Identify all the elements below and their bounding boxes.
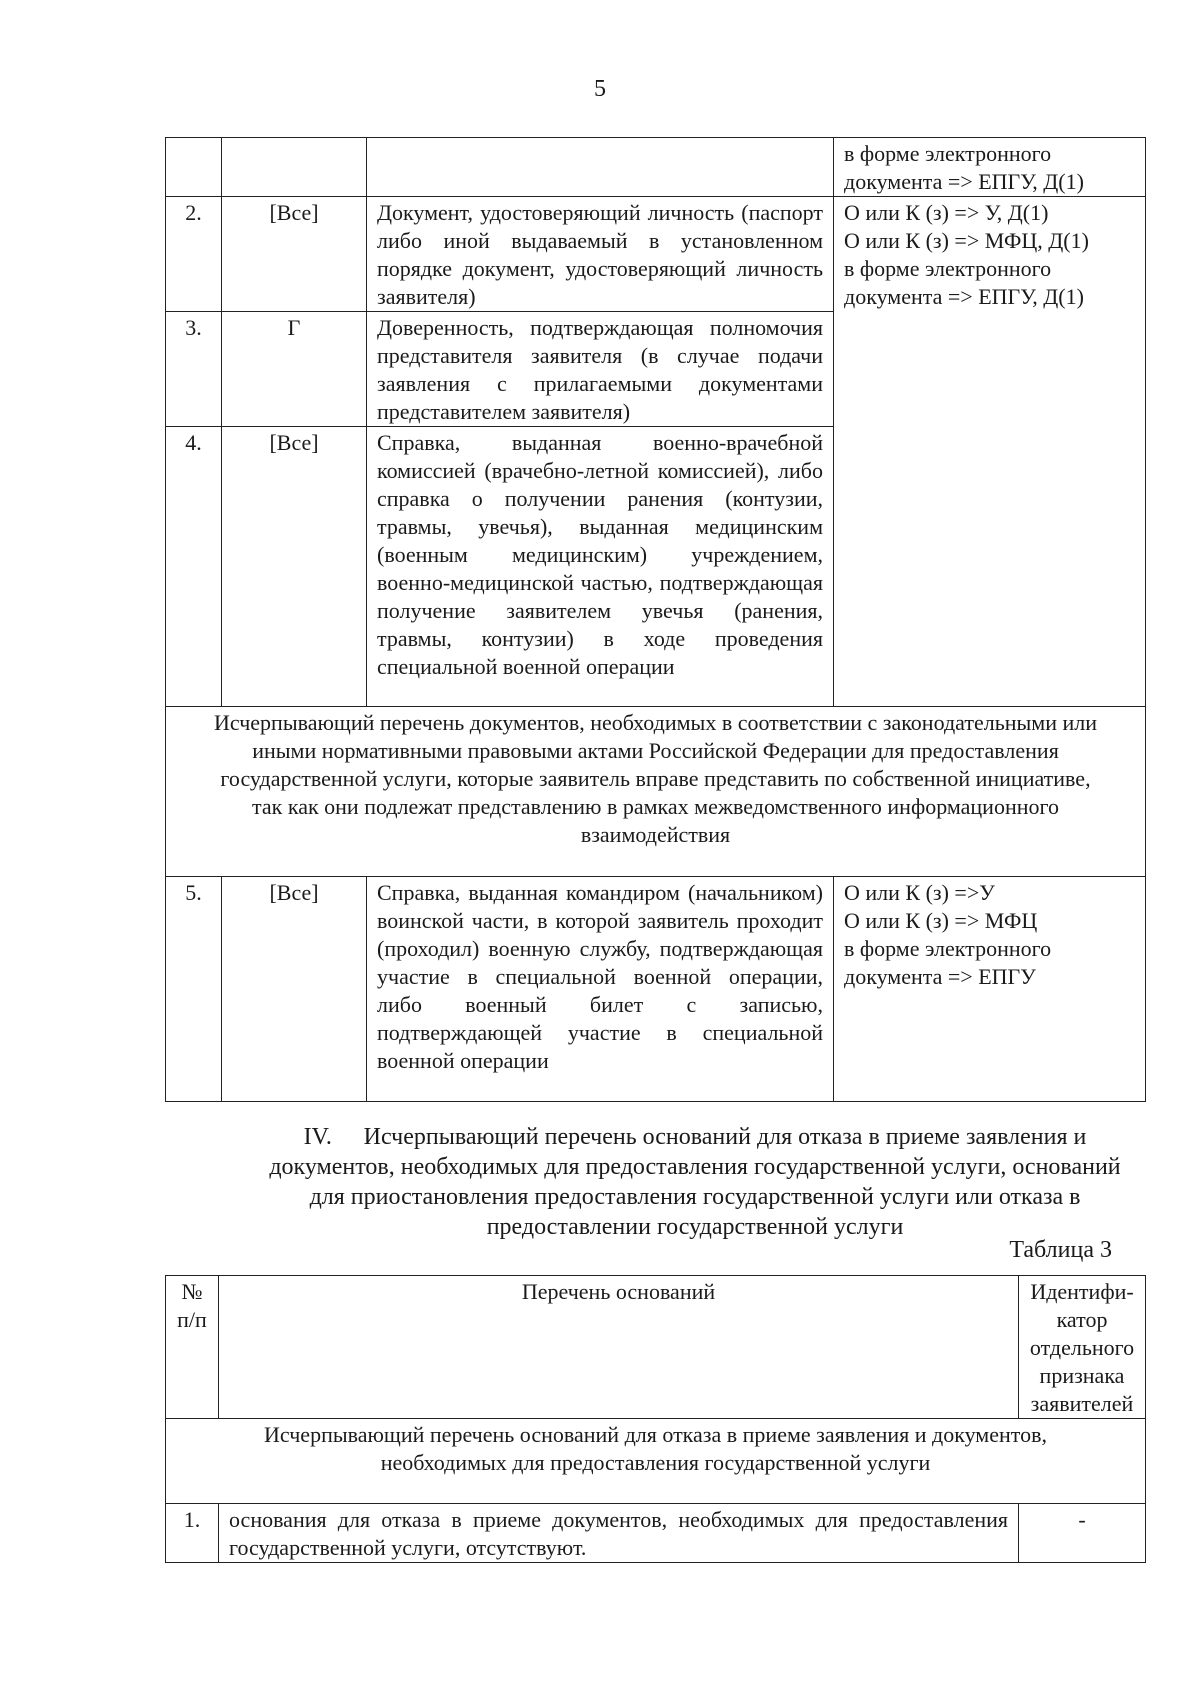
- cell-num: [166, 138, 222, 197]
- cell-text: Документ, удостоверяющий личность (паспорт либо иной выдаваемый в установленном порядке документ, удостоверяющий личность заявителя): [367, 197, 834, 312]
- refusal-grounds-table: [165, 1275, 1146, 1563]
- table-row: [166, 138, 1146, 197]
- source-line: О или К (з) => У, Д(1): [844, 200, 1049, 225]
- cell-group: [Все]: [222, 877, 367, 1102]
- cell-num: 3.: [166, 312, 222, 427]
- section-title: Исчерпывающий перечень оснований для отказа в приеме заявления и документов, необходимых для предоставления государственной услуги, оснований для приостановления предоставления государственной услуги или отказа в предоставлении государственной услуги: [269, 1124, 1121, 1240]
- source-line: О или К (з) => МФЦ: [844, 908, 1038, 933]
- section-header: Исчерпывающий перечень документов, необходимых в соответствии с законодательными или иными нормативными правовыми актами Российской Федерации для предоставления государственной услуги, которые заявитель вправе представить по собственной инициативе, так как они подлежат представлению в рамках межведомственного информационного взаимодействия: [166, 707, 1146, 877]
- documents-table: [165, 137, 1146, 1102]
- cell-text: Справка, выданная военно-врачебной комиссией (врачебно-летной комиссией), либо справка о получении ранения (контузии, травмы, увечья), выданная медицинским (военным медицинским) учреждением, военно-медицинской частью, подтверждающая получение заявителем увечья (ранения, травмы, контузии) в ходе проведения специальной военной операции: [367, 427, 834, 707]
- cell-source: в форме электронного документа => ЕПГУ, Д(1): [834, 138, 1146, 197]
- cell-text: Справка, выданная командиром (начальником) воинской части, в которой заявитель проходит (проходил) военную службу, подтверждающая участие в специальной военной операции, либо военный билет с записью, подтверждающей участие в специальной военной операции: [367, 877, 834, 1102]
- cell-identifier: -: [1019, 1504, 1146, 1563]
- cell-group: Г: [222, 312, 367, 427]
- cell-group: [Все]: [222, 197, 367, 312]
- section-header: Исчерпывающий перечень оснований для отказа в приеме заявления и документов, необходимых для предоставления государственной услуги: [166, 1419, 1146, 1504]
- source-line: О или К (з) =>У: [844, 880, 995, 905]
- header-identifier: Идентифи-катор отдельного признака заявителей: [1019, 1276, 1146, 1419]
- table-row: [166, 197, 1146, 312]
- section-number: IV.: [303, 1124, 332, 1150]
- header-reasons: Перечень оснований: [219, 1276, 1019, 1419]
- cell-text: [367, 138, 834, 197]
- cell-source: [834, 877, 1146, 1102]
- source-line: документа => ЕПГУ, Д(1): [844, 284, 1084, 309]
- header-row: [166, 1276, 1146, 1419]
- source-line: О или К (з) => МФЦ, Д(1): [844, 228, 1089, 253]
- cell-group: [Все]: [222, 427, 367, 707]
- header-num-line: п/п: [177, 1307, 207, 1332]
- table-caption: Таблица 3: [1009, 1237, 1112, 1263]
- table-row: [166, 877, 1146, 1102]
- source-line: в форме электронного: [844, 256, 1052, 281]
- cell-source: [834, 197, 1146, 707]
- source-line: в форме электронного: [844, 936, 1052, 961]
- header-num: [166, 1276, 219, 1419]
- cell-num: 1.: [166, 1504, 219, 1563]
- section-iv-heading: [255, 1122, 1135, 1242]
- source-line: документа => ЕПГУ: [844, 964, 1036, 989]
- cell-num: 4.: [166, 427, 222, 707]
- cell-text: основания для отказа в приеме документов, необходимых для предоставления государственной услуги, отсутствуют.: [219, 1504, 1019, 1563]
- cell-num: 2.: [166, 197, 222, 312]
- section-header-row: [166, 1419, 1146, 1504]
- header-num-line: №: [181, 1279, 203, 1304]
- cell-num: 5.: [166, 877, 222, 1102]
- cell-group: [222, 138, 367, 197]
- section-header-row: [166, 707, 1146, 877]
- page-number: 5: [594, 76, 606, 102]
- cell-text: Доверенность, подтверждающая полномочия представителя заявителя (в случае подачи заявления с прилагаемыми документами представителем заявителя): [367, 312, 834, 427]
- table-row: [166, 1504, 1146, 1563]
